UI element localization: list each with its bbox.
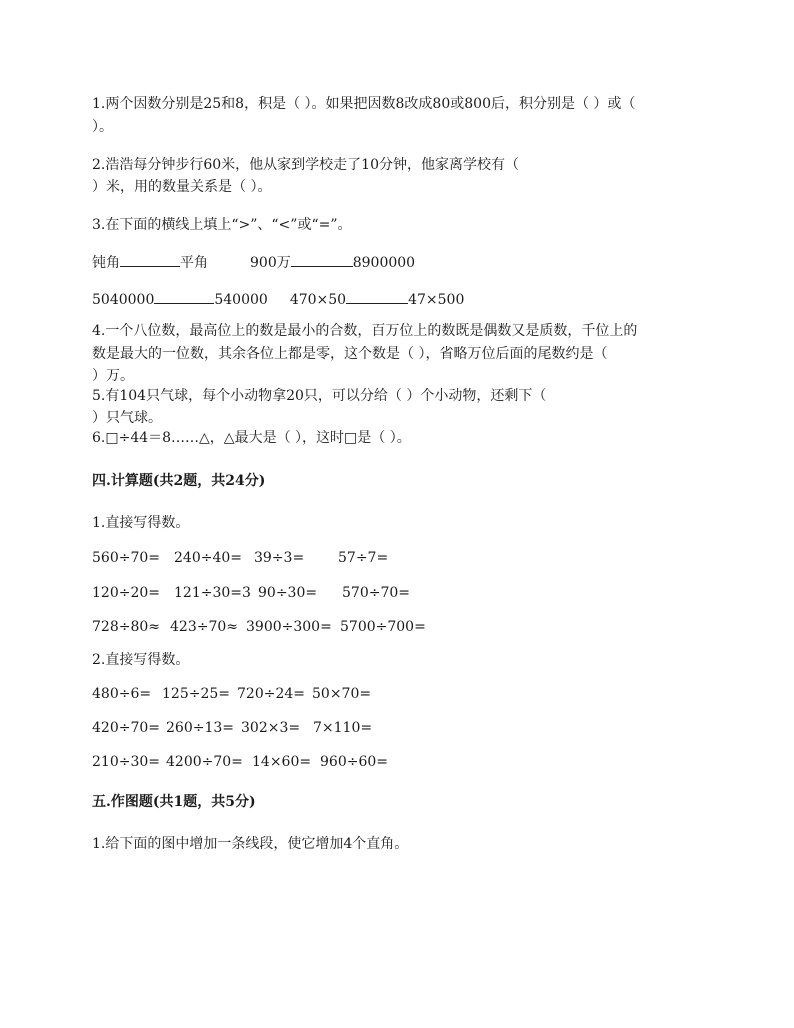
s4-p2-r2-c2: 260÷13= <box>166 720 234 736</box>
s4-p2-r1-c4: 50×70= <box>312 686 372 702</box>
s4-p2-r3-c2: 4200÷70= <box>166 754 243 770</box>
s4-p1-r2-c1: 120÷20= <box>92 585 160 601</box>
section-4-title: 四.计算题(共2题，共24分) <box>92 473 266 489</box>
q5-line-1: 5.有104只气球，每个小动物拿20只，可以分给（ ）个小动物，还剩下（ <box>92 388 547 404</box>
s4-p1-r2-c2: 121÷30=3 <box>174 585 251 601</box>
s4-p2-r3-c4: 960÷60= <box>320 754 388 770</box>
s4-p1-r1-c2: 240÷40= <box>174 550 242 566</box>
s4-p1-row-3 <box>92 617 426 637</box>
q3-r1-a-left: 钝角 <box>92 255 120 271</box>
s4-p1-r3-c4: 5700÷700= <box>340 619 426 635</box>
q2-line-1: 2.浩浩每分钟步行60米，他从家到学校走了10分钟，他家离学校有（ <box>92 157 519 173</box>
q3-r1-b-blank[interactable] <box>291 252 353 267</box>
q3-r2-a-blank[interactable] <box>154 289 214 304</box>
q1-line-1: 1.两个因数分别是25和8，积是（ ）。如果把因数8改成80或800后，积分别是（ ）或（ <box>92 96 636 112</box>
s4-p1-r3-c2: 423÷70≈ <box>170 619 238 635</box>
s4-p2-row-3 <box>92 752 388 772</box>
s4-p1-row-1 <box>92 548 388 568</box>
q3-r2-a-right: 540000 <box>214 292 268 308</box>
s4-p1-r2-c4: 570÷70= <box>342 585 410 601</box>
s4-p1-r1-c3: 39÷3= <box>254 550 305 566</box>
s4-p1-r1-c4: 57÷7= <box>338 550 389 566</box>
q3-r1-b-right: 8900000 <box>352 255 416 271</box>
s4-p2-r2-c1: 420÷70= <box>92 720 160 736</box>
q4-line-1: 4.一个八位数，最高位上的数是最小的合数，百万位上的数既是偶数又是质数，千位上的 <box>92 323 638 339</box>
q3-r2-b-blank[interactable] <box>346 289 408 304</box>
section-5-title: 五.作图题(共1题，共5分) <box>92 794 256 810</box>
s4-p2-r2-c3: 302×3= <box>241 720 301 736</box>
s4-p2-heading: 2.直接写得数。 <box>92 652 190 668</box>
s4-p2-row-1 <box>92 684 371 704</box>
s4-p2-r3-c1: 210÷30= <box>92 754 160 770</box>
s4-p1-r3-c1: 728÷80≈ <box>92 619 160 635</box>
q3-r2-a-left: 5040000 <box>92 292 155 308</box>
q6-line-1: 6.□÷44＝8……△，△最大是（ ），这时□是（ ）。 <box>92 430 411 446</box>
q3-r2-b-right: 47×500 <box>408 292 465 308</box>
q3-instruction: 3.在下面的横线上填上“>”、“<”或“=”。 <box>92 217 352 233</box>
s4-p1-heading: 1.直接写得数。 <box>92 515 190 531</box>
q5-line-2: ）只气球。 <box>92 410 162 426</box>
q1-line-2: ）。 <box>92 119 113 135</box>
q3-r1-a-right: 平角 <box>180 255 208 271</box>
s4-p2-r2-c4: 7×110= <box>313 720 373 736</box>
q3-row-1 <box>92 252 415 273</box>
q4-line-2: 数是最大的一位数，其余各位上都是零，这个数是（ ），省略万位后面的尾数约是（ <box>92 346 608 362</box>
s4-p2-r1-c1: 480÷6= <box>92 686 152 702</box>
s4-p1-r1-c1: 560÷70= <box>92 550 160 566</box>
q3-r1-b-left: 900万 <box>250 255 291 271</box>
s4-p2-r1-c2: 125÷25= <box>162 686 230 702</box>
q3-r2-b-left: 470×50 <box>289 292 347 308</box>
q3-r1-a-blank[interactable] <box>120 252 180 267</box>
q3-row-2 <box>92 289 464 310</box>
s4-p2-row-2 <box>92 718 372 738</box>
s4-p1-row-2 <box>92 583 410 603</box>
s4-p2-r3-c3: 14×60= <box>252 754 312 770</box>
s5-p1-heading: 1.给下面的图中增加一条线段，使它增加4个直角。 <box>92 836 409 852</box>
s4-p1-r3-c3: 3900÷300= <box>246 619 332 635</box>
s4-p1-r2-c3: 90÷30= <box>258 585 318 601</box>
q4-line-3: ）万。 <box>92 368 134 384</box>
q2-line-2: ）米，用的数量关系是（ ）。 <box>92 179 272 195</box>
s4-p2-r1-c3: 720÷24= <box>237 686 305 702</box>
